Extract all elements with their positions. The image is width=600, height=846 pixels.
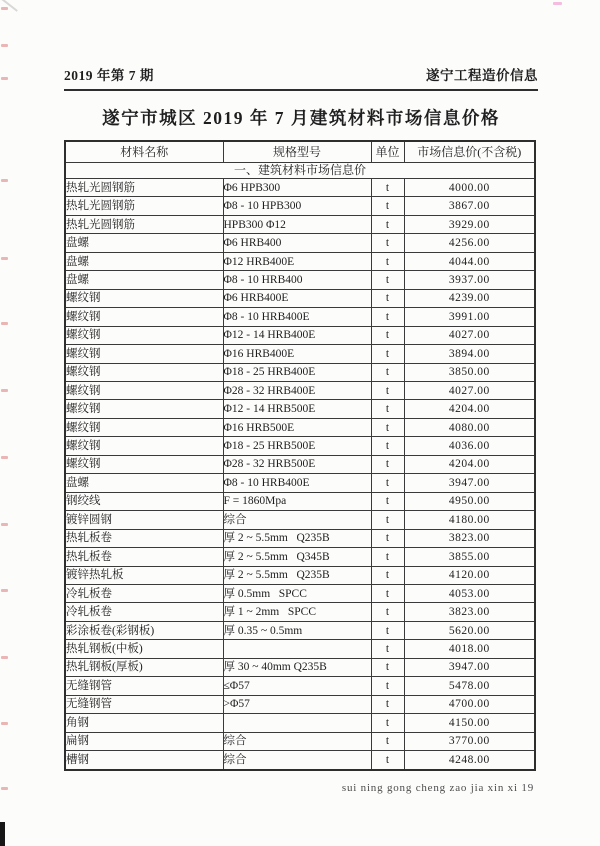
spec-cell: 厚 1 ~ 2mm SPCC xyxy=(223,603,371,621)
unit-cell: t xyxy=(371,252,404,270)
scan-edge-artifact xyxy=(1,787,8,790)
unit-cell: t xyxy=(371,640,404,658)
scan-edge-artifact xyxy=(1,523,8,526)
unit-cell: t xyxy=(371,179,404,197)
unit-cell: t xyxy=(371,584,404,602)
table-row xyxy=(65,289,535,307)
table-row xyxy=(65,603,535,621)
material-name-cell: 螺纹钢 xyxy=(65,363,223,381)
table-row xyxy=(65,511,535,529)
spec-cell: 厚 0.5mm SPCC xyxy=(223,584,371,602)
material-name-cell: 热轧钢板(中板) xyxy=(65,640,223,658)
unit-cell: t xyxy=(371,400,404,418)
price-cell: 4053.00 xyxy=(404,584,535,602)
scan-edge-artifact xyxy=(1,77,8,80)
unit-cell: t xyxy=(371,751,404,770)
material-name-cell: 螺纹钢 xyxy=(65,455,223,473)
material-name-cell: 热轧板卷 xyxy=(65,548,223,566)
price-cell: 4700.00 xyxy=(404,695,535,713)
price-cell: 4239.00 xyxy=(404,289,535,307)
table-row xyxy=(65,529,535,547)
price-cell: 5620.00 xyxy=(404,621,535,639)
table-row xyxy=(65,252,535,270)
material-name-cell: 盘螺 xyxy=(65,474,223,492)
material-name-cell: 螺纹钢 xyxy=(65,381,223,399)
price-cell: 4204.00 xyxy=(404,455,535,473)
unit-cell: t xyxy=(371,437,404,455)
unit-cell: t xyxy=(371,621,404,639)
unit-cell: t xyxy=(371,529,404,547)
table-row xyxy=(65,621,535,639)
spec-cell: Φ8 - 10 HRB400E xyxy=(223,474,371,492)
table-row xyxy=(65,271,535,289)
col-header-spec: 规格型号 xyxy=(223,141,371,163)
spec-cell: Φ12 - 14 HRB500E xyxy=(223,400,371,418)
scan-streak-artifact xyxy=(0,0,18,12)
price-table-body xyxy=(65,179,535,771)
unit-cell: t xyxy=(371,363,404,381)
unit-cell: t xyxy=(371,566,404,584)
running-header xyxy=(64,64,538,91)
page-footer: sui ning gong cheng zao jia xin xi 19 xyxy=(341,782,534,794)
table-row xyxy=(65,455,535,473)
scan-corner-artifact xyxy=(0,822,5,846)
table-row xyxy=(65,363,535,381)
scan-edge-artifact xyxy=(1,456,8,459)
spec-cell: Φ8 - 10 HRB400E xyxy=(223,308,371,326)
spec-cell: Φ6 HRB400E xyxy=(223,289,371,307)
unit-cell: t xyxy=(371,308,404,326)
scan-edge-artifact xyxy=(1,656,8,659)
unit-cell: t xyxy=(371,381,404,399)
spec-cell: Φ6 HPB300 xyxy=(223,179,371,197)
spec-cell: Φ28 - 32 HRB500E xyxy=(223,455,371,473)
section-title: 一、建筑材料市场信息价 xyxy=(65,163,535,179)
col-header-unit: 单位 xyxy=(371,141,404,163)
scan-edge-artifact xyxy=(1,257,8,260)
unit-cell: t xyxy=(371,215,404,233)
spec-cell: Φ18 - 25 HRB400E xyxy=(223,363,371,381)
spec-cell: Φ28 - 32 HRB400E xyxy=(223,381,371,399)
price-cell: 4120.00 xyxy=(404,566,535,584)
material-name-cell: 冷轧板卷 xyxy=(65,584,223,602)
spec-cell: 厚 0.35 ~ 0.5mm xyxy=(223,621,371,639)
price-cell: 4248.00 xyxy=(404,751,535,770)
table-row xyxy=(65,566,535,584)
price-table-header xyxy=(65,141,535,179)
scan-edge-artifact xyxy=(1,44,8,47)
material-name-cell: 螺纹钢 xyxy=(65,400,223,418)
price-cell: 3823.00 xyxy=(404,603,535,621)
section-row xyxy=(65,163,535,179)
unit-cell: t xyxy=(371,474,404,492)
col-header-material: 材料名称 xyxy=(65,141,223,163)
spec-cell: 厚 2 ~ 5.5mm Q235B xyxy=(223,529,371,547)
material-name-cell: 无缝钢管 xyxy=(65,677,223,695)
material-name-cell: 镀锌圆钢 xyxy=(65,511,223,529)
unit-cell: t xyxy=(371,326,404,344)
spec-cell: 综合 xyxy=(223,732,371,750)
spec-cell: ≤Φ57 xyxy=(223,677,371,695)
scan-edge-artifact xyxy=(1,322,8,325)
table-row xyxy=(65,179,535,197)
price-cell: 3850.00 xyxy=(404,363,535,381)
material-name-cell: 热轧光圆钢筋 xyxy=(65,197,223,215)
spec-cell: Φ18 - 25 HRB500E xyxy=(223,437,371,455)
table-row xyxy=(65,308,535,326)
table-row xyxy=(65,326,535,344)
material-name-cell: 扁钢 xyxy=(65,732,223,750)
table-row xyxy=(65,751,535,770)
unit-cell: t xyxy=(371,289,404,307)
price-cell: 4027.00 xyxy=(404,381,535,399)
table-row xyxy=(65,640,535,658)
spec-cell: 综合 xyxy=(223,511,371,529)
spec-cell: F = 1860Mpa xyxy=(223,492,371,510)
price-cell: 3855.00 xyxy=(404,548,535,566)
material-name-cell: 彩涂板卷(彩钢板) xyxy=(65,621,223,639)
table-row xyxy=(65,695,535,713)
price-cell: 3947.00 xyxy=(404,474,535,492)
spec-cell: Φ16 HRB500E xyxy=(223,418,371,436)
material-name-cell: 热轧钢板(厚板) xyxy=(65,658,223,676)
scan-edge-artifact xyxy=(1,389,8,392)
price-cell: 4044.00 xyxy=(404,252,535,270)
material-name-cell: 钢绞线 xyxy=(65,492,223,510)
table-row xyxy=(65,658,535,676)
table-row xyxy=(65,215,535,233)
price-cell: 4950.00 xyxy=(404,492,535,510)
table-row xyxy=(65,418,535,436)
material-name-cell: 螺纹钢 xyxy=(65,326,223,344)
table-row xyxy=(65,381,535,399)
unit-cell: t xyxy=(371,271,404,289)
material-name-cell: 盘螺 xyxy=(65,234,223,252)
unit-cell: t xyxy=(371,548,404,566)
price-cell: 3823.00 xyxy=(404,529,535,547)
material-name-cell: 槽钢 xyxy=(65,751,223,770)
spec-cell xyxy=(223,714,371,732)
table-row xyxy=(65,584,535,602)
price-cell: 3937.00 xyxy=(404,271,535,289)
unit-cell: t xyxy=(371,677,404,695)
price-cell: 3929.00 xyxy=(404,215,535,233)
publication-label: 遂宁工程造价信息 xyxy=(426,68,538,83)
scan-edge-artifact xyxy=(1,589,8,592)
price-table xyxy=(64,140,536,771)
material-name-cell: 热轧板卷 xyxy=(65,529,223,547)
price-cell: 3770.00 xyxy=(404,732,535,750)
price-cell: 5478.00 xyxy=(404,677,535,695)
spec-cell xyxy=(223,640,371,658)
price-cell: 3894.00 xyxy=(404,345,535,363)
table-row xyxy=(65,234,535,252)
material-name-cell: 螺纹钢 xyxy=(65,437,223,455)
price-cell: 4018.00 xyxy=(404,640,535,658)
spec-cell: 厚 2 ~ 5.5mm Q345B xyxy=(223,548,371,566)
unit-cell: t xyxy=(371,511,404,529)
table-row xyxy=(65,345,535,363)
material-name-cell: 热轧光圆钢筋 xyxy=(65,215,223,233)
price-cell: 4204.00 xyxy=(404,400,535,418)
spec-cell: 厚 2 ~ 5.5mm Q235B xyxy=(223,566,371,584)
col-header-price: 市场信息价(不含税) xyxy=(404,141,535,163)
price-cell: 4027.00 xyxy=(404,326,535,344)
price-cell: 4256.00 xyxy=(404,234,535,252)
material-name-cell: 盘螺 xyxy=(65,271,223,289)
material-name-cell: 无缝钢管 xyxy=(65,695,223,713)
spec-cell: Φ8 - 10 HPB300 xyxy=(223,197,371,215)
spec-cell: HPB300 Φ12 xyxy=(223,215,371,233)
unit-cell: t xyxy=(371,695,404,713)
table-row xyxy=(65,732,535,750)
price-cell: 4080.00 xyxy=(404,418,535,436)
price-cell: 3867.00 xyxy=(404,197,535,215)
table-row xyxy=(65,677,535,695)
unit-cell: t xyxy=(371,603,404,621)
table-row xyxy=(65,548,535,566)
price-cell: 3947.00 xyxy=(404,658,535,676)
unit-cell: t xyxy=(371,418,404,436)
issue-label: 2019 年第 7 期 xyxy=(64,68,154,83)
price-cell: 4150.00 xyxy=(404,714,535,732)
scan-edge-artifact xyxy=(553,2,562,5)
unit-cell: t xyxy=(371,234,404,252)
unit-cell: t xyxy=(371,345,404,363)
table-row xyxy=(65,714,535,732)
material-name-cell: 角钢 xyxy=(65,714,223,732)
material-name-cell: 镀锌热轧板 xyxy=(65,566,223,584)
table-row xyxy=(65,474,535,492)
header-row xyxy=(65,141,535,163)
spec-cell: >Φ57 xyxy=(223,695,371,713)
spec-cell: 综合 xyxy=(223,751,371,770)
unit-cell: t xyxy=(371,455,404,473)
scan-edge-artifact xyxy=(1,7,8,10)
spec-cell: Φ12 HRB400E xyxy=(223,252,371,270)
price-cell: 4000.00 xyxy=(404,179,535,197)
material-name-cell: 螺纹钢 xyxy=(65,308,223,326)
table-row xyxy=(65,197,535,215)
unit-cell: t xyxy=(371,714,404,732)
material-name-cell: 热轧光圆钢筋 xyxy=(65,179,223,197)
spec-cell: Φ6 HRB400 xyxy=(223,234,371,252)
material-name-cell: 冷轧板卷 xyxy=(65,603,223,621)
unit-cell: t xyxy=(371,658,404,676)
price-cell: 4180.00 xyxy=(404,511,535,529)
spec-cell: Φ12 - 14 HRB400E xyxy=(223,326,371,344)
material-name-cell: 螺纹钢 xyxy=(65,345,223,363)
material-name-cell: 螺纹钢 xyxy=(65,289,223,307)
spec-cell: Φ8 - 10 HRB400 xyxy=(223,271,371,289)
unit-cell: t xyxy=(371,197,404,215)
page-title: 遂宁市城区 2019 年 7 月建筑材料市场信息价格 xyxy=(102,108,500,128)
material-name-cell: 盘螺 xyxy=(65,252,223,270)
price-cell: 4036.00 xyxy=(404,437,535,455)
table-row xyxy=(65,437,535,455)
spec-cell: Φ16 HRB400E xyxy=(223,345,371,363)
scan-edge-artifact xyxy=(1,179,8,182)
material-name-cell: 螺纹钢 xyxy=(65,418,223,436)
unit-cell: t xyxy=(371,732,404,750)
table-row xyxy=(65,400,535,418)
scan-edge-artifact xyxy=(1,722,8,725)
price-cell: 3991.00 xyxy=(404,308,535,326)
spec-cell: 厚 30 ~ 40mm Q235B xyxy=(223,658,371,676)
page-content xyxy=(64,64,538,794)
table-row xyxy=(65,492,535,510)
unit-cell: t xyxy=(371,492,404,510)
